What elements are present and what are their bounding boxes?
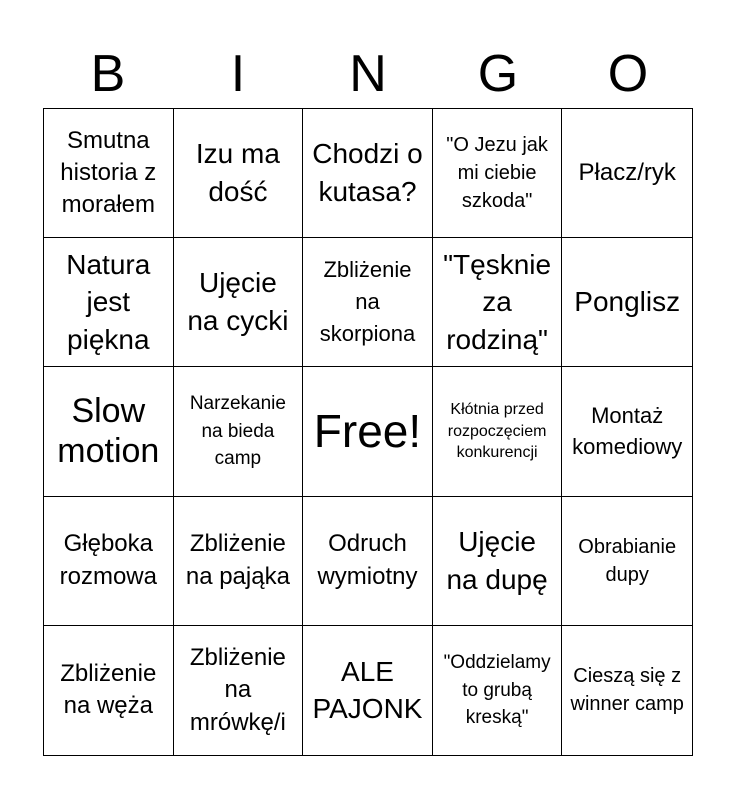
bingo-header bbox=[43, 40, 693, 108]
bingo-cell[interactable]: Zbliżenie na węża bbox=[44, 626, 174, 755]
bingo-cell[interactable]: Zbliżenie na pająka bbox=[174, 497, 304, 626]
header-letter-i: I bbox=[230, 45, 246, 103]
bingo-cell-free[interactable]: Free! bbox=[303, 367, 433, 496]
header-letter-b: B bbox=[90, 45, 126, 103]
bingo-cell[interactable]: Odruch wymiotny bbox=[303, 497, 433, 626]
bingo-cell[interactable]: Ujęcie na cycki bbox=[174, 238, 304, 367]
bingo-cell[interactable]: Ponglisz bbox=[562, 238, 692, 367]
bingo-grid bbox=[43, 108, 693, 756]
header-letter-o: O bbox=[607, 45, 649, 103]
bingo-cell[interactable]: Izu ma dość bbox=[174, 109, 304, 238]
bingo-cell[interactable]: Głęboka rozmowa bbox=[44, 497, 174, 626]
header-letter-n: N bbox=[349, 45, 387, 103]
bingo-cell[interactable]: Zbliżenie na mrówkę/i bbox=[174, 626, 304, 755]
bingo-cell[interactable]: ALE PAJONK bbox=[303, 626, 433, 755]
bingo-cell[interactable]: "O Jezu jak mi ciebie szkoda" bbox=[433, 109, 563, 238]
bingo-cell[interactable]: Slow motion bbox=[44, 367, 174, 496]
bingo-cell[interactable]: Natura jest piękna bbox=[44, 238, 174, 367]
bingo-cell[interactable]: Montaż komediowy bbox=[562, 367, 692, 496]
bingo-cell[interactable]: Obrabianie dupy bbox=[562, 497, 692, 626]
bingo-cell[interactable]: Cieszą się z winner camp bbox=[570, 665, 684, 716]
bingo-cell[interactable]: Zbliżenie na skorpiona bbox=[303, 238, 433, 367]
bingo-cell[interactable]: Ujęcie na dupę bbox=[433, 497, 563, 626]
bingo-cell[interactable]: Płacz/ryk bbox=[562, 109, 692, 238]
header-letter-g: G bbox=[477, 45, 519, 103]
bingo-cell[interactable]: Kłótnia przed rozpoczęciem konkurencji bbox=[433, 367, 563, 496]
bingo-cell[interactable]: Chodzi o kutasa? bbox=[303, 109, 433, 238]
bingo-cell[interactable]: "Tęsknie za rodziną" bbox=[433, 238, 563, 367]
bingo-cell[interactable]: Smutna historia z morałem bbox=[44, 109, 174, 238]
bingo-cell[interactable]: Narzekanie na bieda camp bbox=[174, 367, 304, 496]
bingo-cell[interactable]: "Oddzielamy to grubą kreską" bbox=[433, 626, 563, 755]
